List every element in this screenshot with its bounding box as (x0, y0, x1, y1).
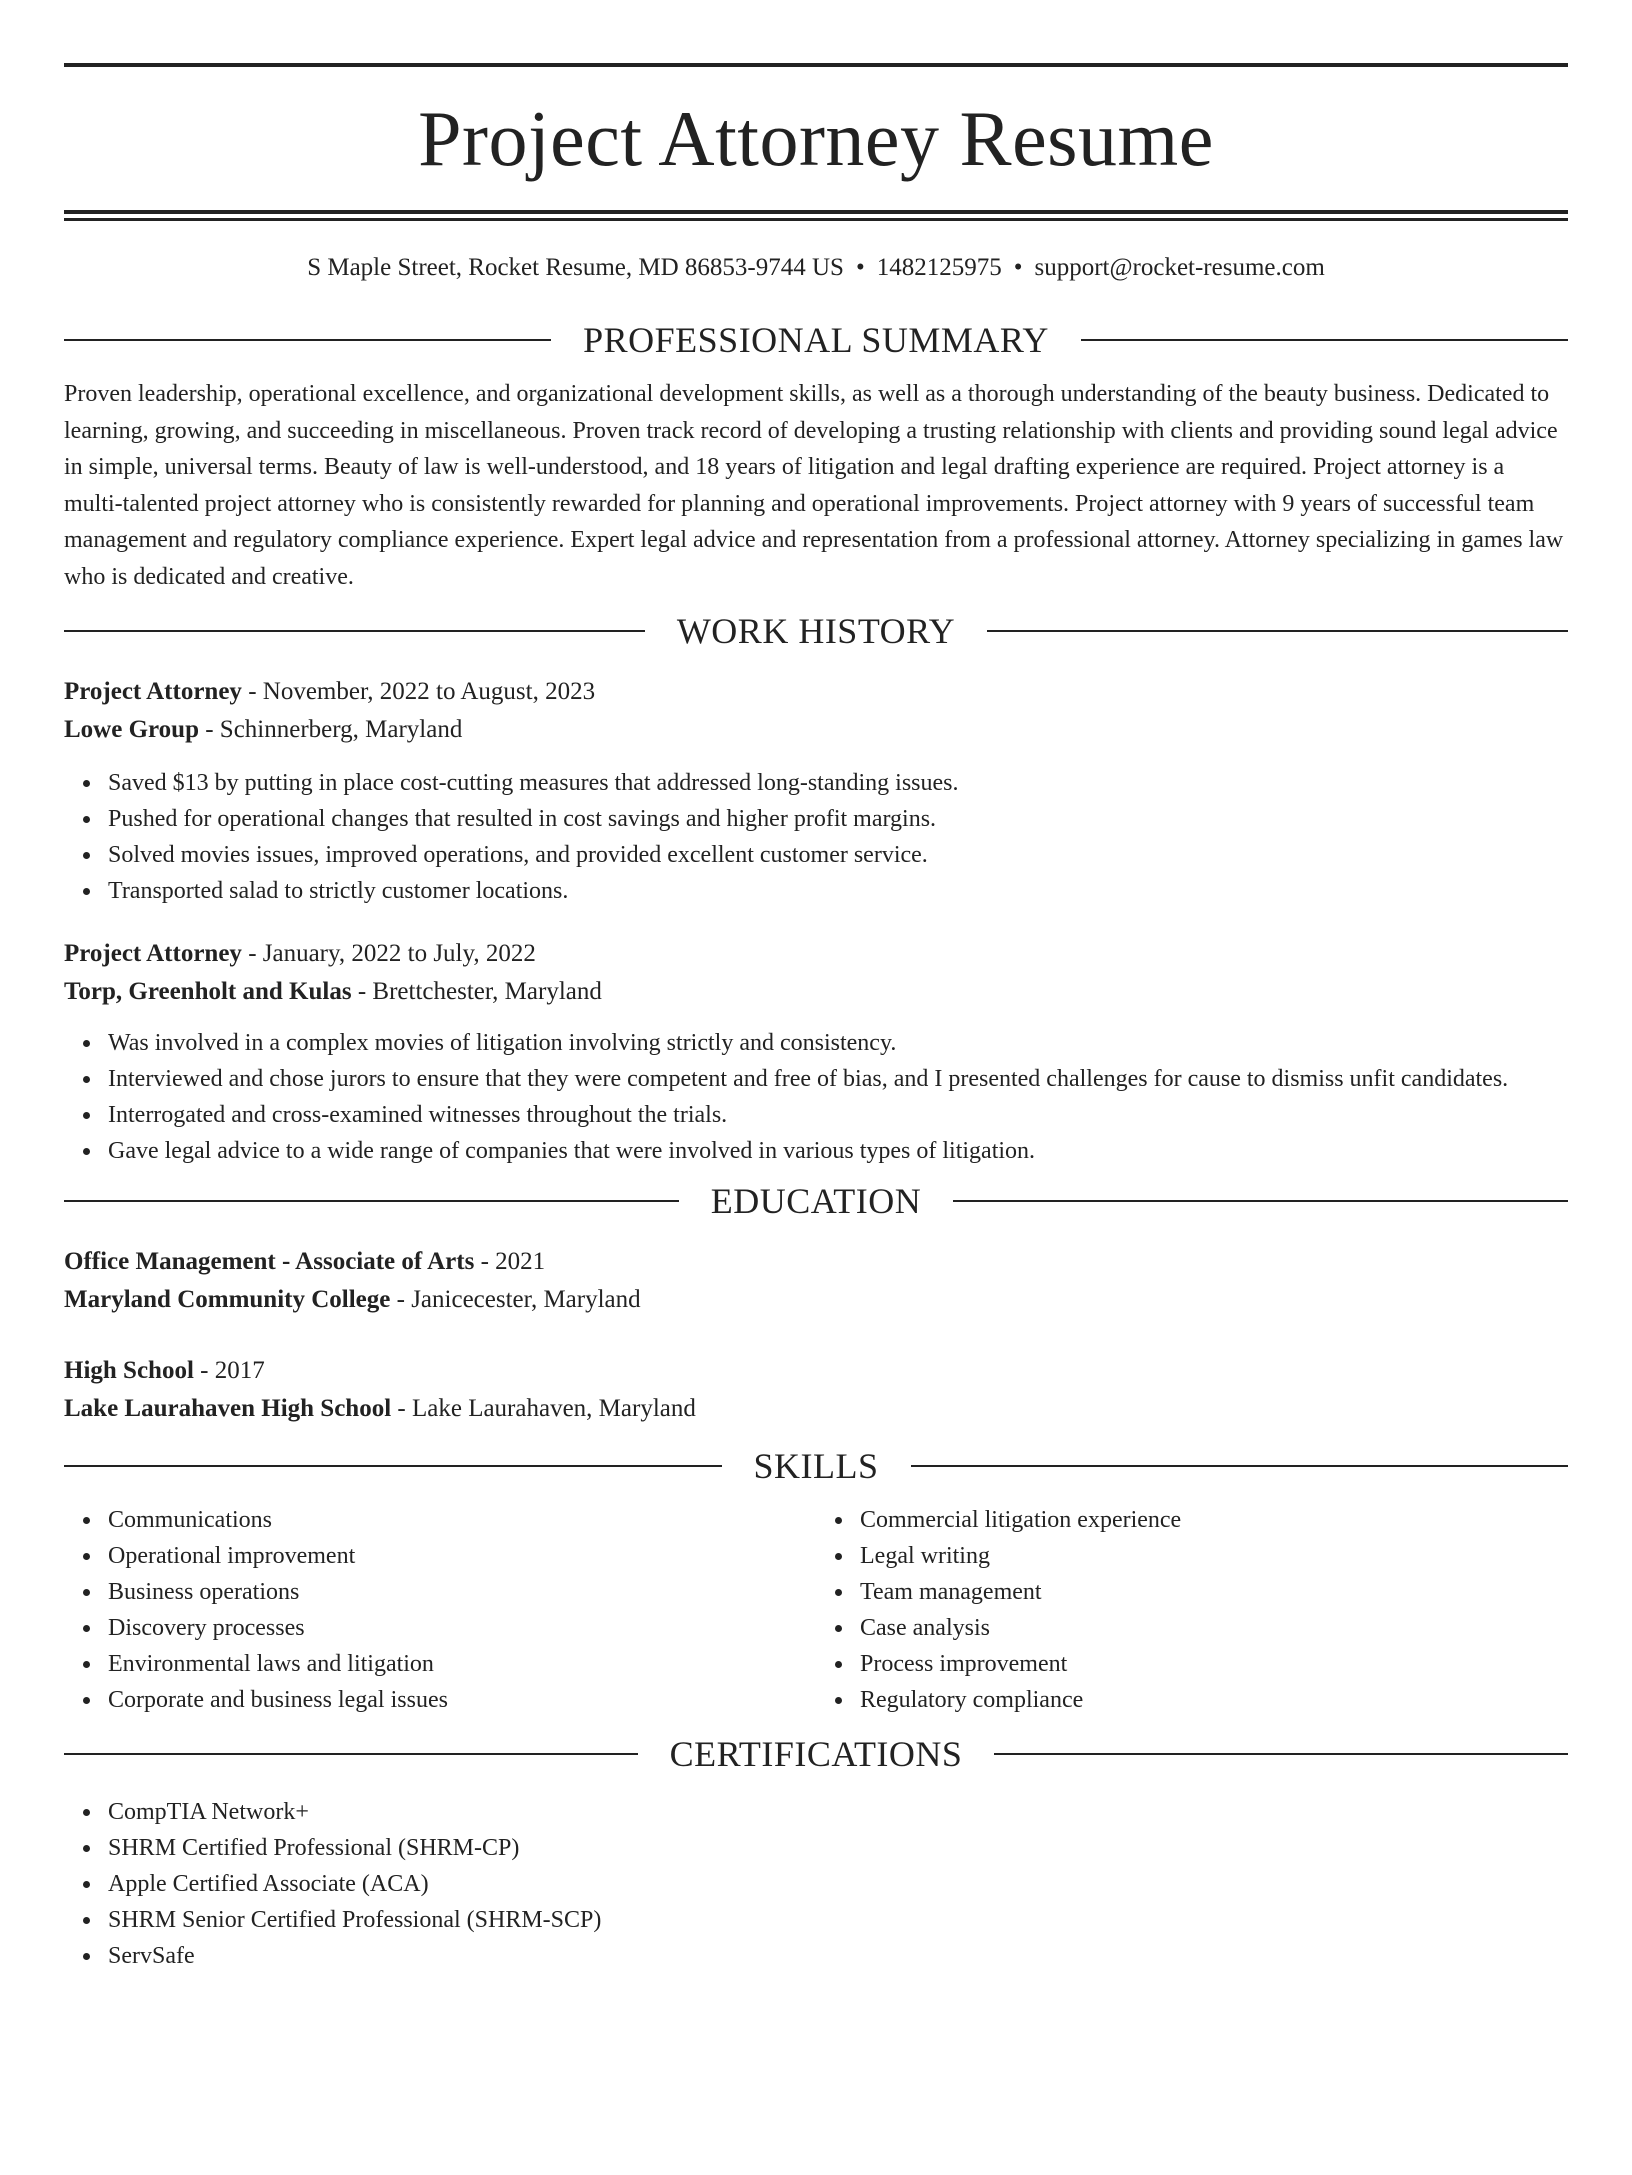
list-item: Regulatory compliance (860, 1682, 1568, 1718)
education-section-heading (64, 1179, 1568, 1223)
list-item: Corporate and business legal issues (108, 1682, 816, 1718)
job-title: Project Attorney (64, 678, 242, 705)
heading-rule-left (64, 1753, 638, 1755)
resume-title: Project Attorney Resume (418, 95, 1214, 182)
job-company: Torp, Greenholt and Kulas (64, 978, 352, 1005)
heading-rule-right (994, 1753, 1568, 1755)
school-location: - Janicecester, Maryland (390, 1286, 641, 1313)
work-section-heading (64, 609, 1568, 653)
skills-list-left (64, 1502, 816, 1718)
degree: Office Management - Associate of Arts (64, 1248, 475, 1275)
certifications-list (64, 1794, 1568, 1974)
certifications-heading: CERTIFICATIONS (669, 1734, 963, 1774)
contact-separator: • (1013, 254, 1023, 281)
list-item: Interviewed and chose jurors to ensure that they were competent and free of bias, and I presented challenges for cause to dismiss unfit candidates. (108, 1061, 1568, 1097)
job-company-line (64, 711, 1568, 749)
degree-line (64, 1243, 1568, 1281)
resume-page (0, 63, 1632, 2175)
list-item: Environmental laws and litigation (108, 1646, 816, 1682)
job-title: Project Attorney (64, 940, 242, 967)
list-item: Business operations (108, 1574, 816, 1610)
job-title-line (64, 673, 1568, 711)
list-item: Saved $13 by putting in place cost-cutting measures that addressed long-standing issues. (108, 765, 1568, 801)
list-item: Commercial litigation experience (860, 1502, 1568, 1538)
heading-rule-right (953, 1200, 1568, 1202)
list-item: Transported salad to strictly customer locations. (108, 873, 1568, 909)
heading-rule-right (1081, 339, 1568, 341)
heading-rule-right (987, 630, 1568, 632)
top-rule (64, 63, 1568, 67)
school-line (64, 1281, 1568, 1319)
list-item: Pushed for operational changes that resulted in cost savings and higher profit margins. (108, 801, 1568, 837)
list-item: Operational improvement (108, 1538, 816, 1574)
list-item: CompTIA Network+ (108, 1794, 1568, 1830)
list-item: Case analysis (860, 1610, 1568, 1646)
heading-rule-left (64, 1465, 722, 1467)
title-double-rule (64, 210, 1568, 221)
education-heading: EDUCATION (710, 1181, 922, 1221)
summary-heading: PROFESSIONAL SUMMARY (583, 320, 1049, 360)
job-location: - Schinnerberg, Maryland (198, 716, 463, 743)
list-item: Legal writing (860, 1538, 1568, 1574)
degree: High School (64, 1357, 194, 1384)
job-bullets (64, 765, 1568, 909)
list-item: Team management (860, 1574, 1568, 1610)
graduation-year: - 2017 (193, 1357, 265, 1384)
list-item: Was involved in a complex movies of litigation involving strictly and consistency. (108, 1025, 1568, 1061)
graduation-year: - 2021 (474, 1248, 546, 1275)
summary-text: Proven leadership, operational excellence, and organizational development skills, as well as a thorough understanding of the beauty business. Dedicated to learning, growing, and succeeding in miscellaneous. Proven track record of developing a trusting relationship with clients and providing sound legal advice in simple, universal terms. Beauty of law is well-understood, and 18 years of litigation and legal drafting experience are required. Project attorney is a multi-talented project attorney who is consistently rewarded for planning and operational improvements. Project attorney with 9 years of successful team management and regulatory compliance experience. Expert legal advice and representation from a professional attorney. Attorney specializing in games law who is dedicated and creative. (64, 381, 1564, 590)
list-item: Discovery processes (108, 1610, 816, 1646)
list-item: Solved movies issues, improved operations, and provided excellent customer service. (108, 837, 1568, 873)
contact-separator: • (855, 254, 865, 281)
list-item: SHRM Senior Certified Professional (SHRM-SCP) (108, 1902, 1568, 1938)
contact-address: S Maple Street, Rocket Resume, MD 86853-9744 US (307, 254, 844, 281)
job-location: - Brettchester, Maryland (351, 978, 602, 1005)
contact-line (64, 251, 1568, 285)
job-bullets (64, 1025, 1568, 1169)
job-company: Lowe Group (64, 716, 199, 743)
skills-heading: SKILLS (753, 1446, 879, 1486)
job-entry (64, 935, 1568, 1169)
degree-line (64, 1352, 1568, 1390)
list-item: Interrogated and cross-examined witnesses throughout the trials. (108, 1097, 1568, 1133)
list-item: ServSafe (108, 1938, 1568, 1974)
work-heading: WORK HISTORY (676, 611, 956, 651)
school-line (64, 1390, 1568, 1428)
education-entry (64, 1352, 1568, 1428)
education-entry (64, 1243, 1568, 1319)
heading-rule-right (911, 1465, 1569, 1467)
school-name: Maryland Community College (64, 1286, 391, 1313)
contact-phone: 1482125975 (876, 254, 1002, 281)
contact-email: support@rocket-resume.com (1034, 254, 1325, 281)
list-item: Process improvement (860, 1646, 1568, 1682)
skills-grid (64, 1502, 1568, 1718)
skills-section-heading (64, 1444, 1568, 1488)
heading-rule-left (64, 339, 551, 341)
school-name: Lake Laurahaven High School (64, 1395, 392, 1422)
list-item: Gave legal advice to a wide range of companies that were involved in various types of litigation. (108, 1133, 1568, 1169)
school-location: - Lake Laurahaven, Maryland (391, 1395, 696, 1422)
summary-section-heading (64, 318, 1568, 362)
job-entry (64, 673, 1568, 909)
list-item: Apple Certified Associate (ACA) (108, 1866, 1568, 1902)
job-company-line (64, 973, 1568, 1011)
list-item: SHRM Certified Professional (SHRM-CP) (108, 1830, 1568, 1866)
job-dates: - November, 2022 to August, 2023 (241, 678, 596, 705)
job-dates: - January, 2022 to July, 2022 (241, 940, 536, 967)
skills-list-right (816, 1502, 1568, 1718)
heading-rule-left (64, 630, 645, 632)
certifications-section-heading (64, 1732, 1568, 1776)
heading-rule-left (64, 1200, 679, 1202)
job-title-line (64, 935, 1568, 973)
list-item: Communications (108, 1502, 816, 1538)
